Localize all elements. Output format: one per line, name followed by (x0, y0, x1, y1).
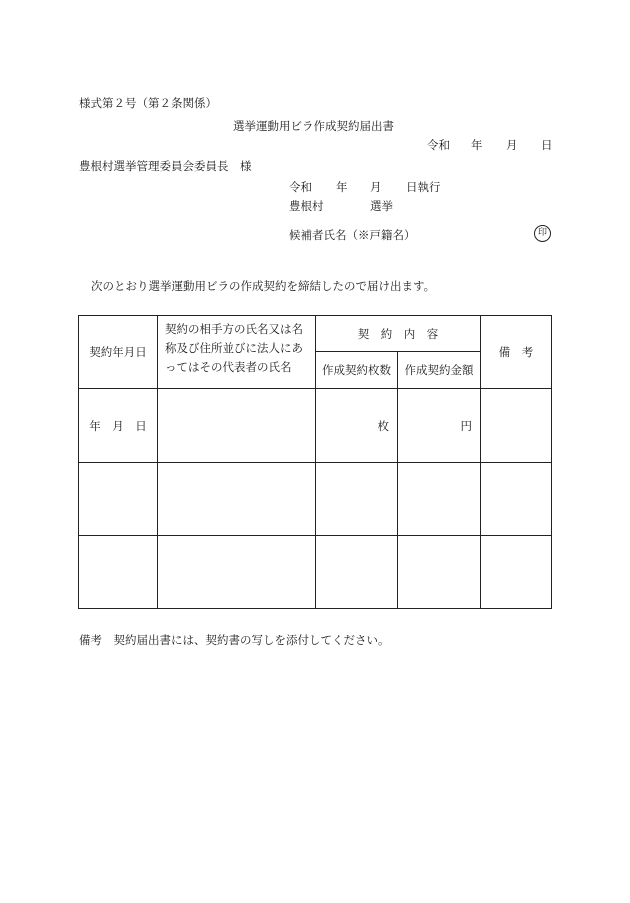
election-type: 選挙 (370, 199, 393, 213)
row-date (79, 536, 158, 609)
row-remarks (481, 463, 552, 536)
document-title: 選挙運動用ビラ作成契約届出書 (233, 119, 394, 133)
row-remarks (481, 389, 552, 463)
candidate-name-label: 候補者氏名（※戸籍名） (289, 228, 416, 242)
form-number: 様式第２号（第２条関係） (79, 96, 217, 110)
header-remarks: 備 考 (481, 316, 552, 389)
row-party (158, 536, 316, 609)
row-amount (398, 463, 481, 536)
header-amount: 作成契約金額 (398, 352, 481, 389)
election-month: 月 (370, 180, 382, 194)
header-contents: 契 約 内 容 (316, 316, 481, 352)
row-amount: 円 (398, 389, 481, 463)
submission-month: 月 (506, 138, 518, 152)
row-date: 年 月 日 (79, 389, 158, 463)
header-party: 契約の相手方の氏名又は名称及び住所並びに法人にあってはその代表者の氏名 (158, 316, 316, 389)
submission-year: 年 (471, 138, 483, 152)
footnote: 備考 契約届出書には、契約書の写しを添付してください。 (79, 633, 390, 647)
row-count (316, 536, 398, 609)
submission-era: 令和 (427, 138, 450, 152)
contract-table (78, 315, 552, 609)
election-era: 令和 (289, 180, 312, 194)
row-party (158, 389, 316, 463)
row-party (158, 463, 316, 536)
row-count (316, 463, 398, 536)
table-row (79, 389, 552, 463)
header-count: 作成契約枚数 (316, 352, 398, 389)
row-amount (398, 536, 481, 609)
row-remarks (481, 536, 552, 609)
addressee: 豊根村選挙管理委員会委員長 様 (79, 159, 252, 173)
submission-day: 日 (541, 138, 553, 152)
election-village: 豊根村 (289, 199, 324, 213)
table-row (79, 463, 552, 536)
seal-icon: 印 (534, 225, 551, 242)
election-year: 年 (336, 180, 348, 194)
row-count: 枚 (316, 389, 398, 463)
election-executed: 日執行 (406, 180, 441, 194)
row-date (79, 463, 158, 536)
header-contract-date: 契約年月日 (79, 316, 158, 389)
intro-text: 次のとおり選挙運動用ビラの作成契約を締結したので届け出ます。 (91, 279, 436, 293)
table-row (79, 536, 552, 609)
